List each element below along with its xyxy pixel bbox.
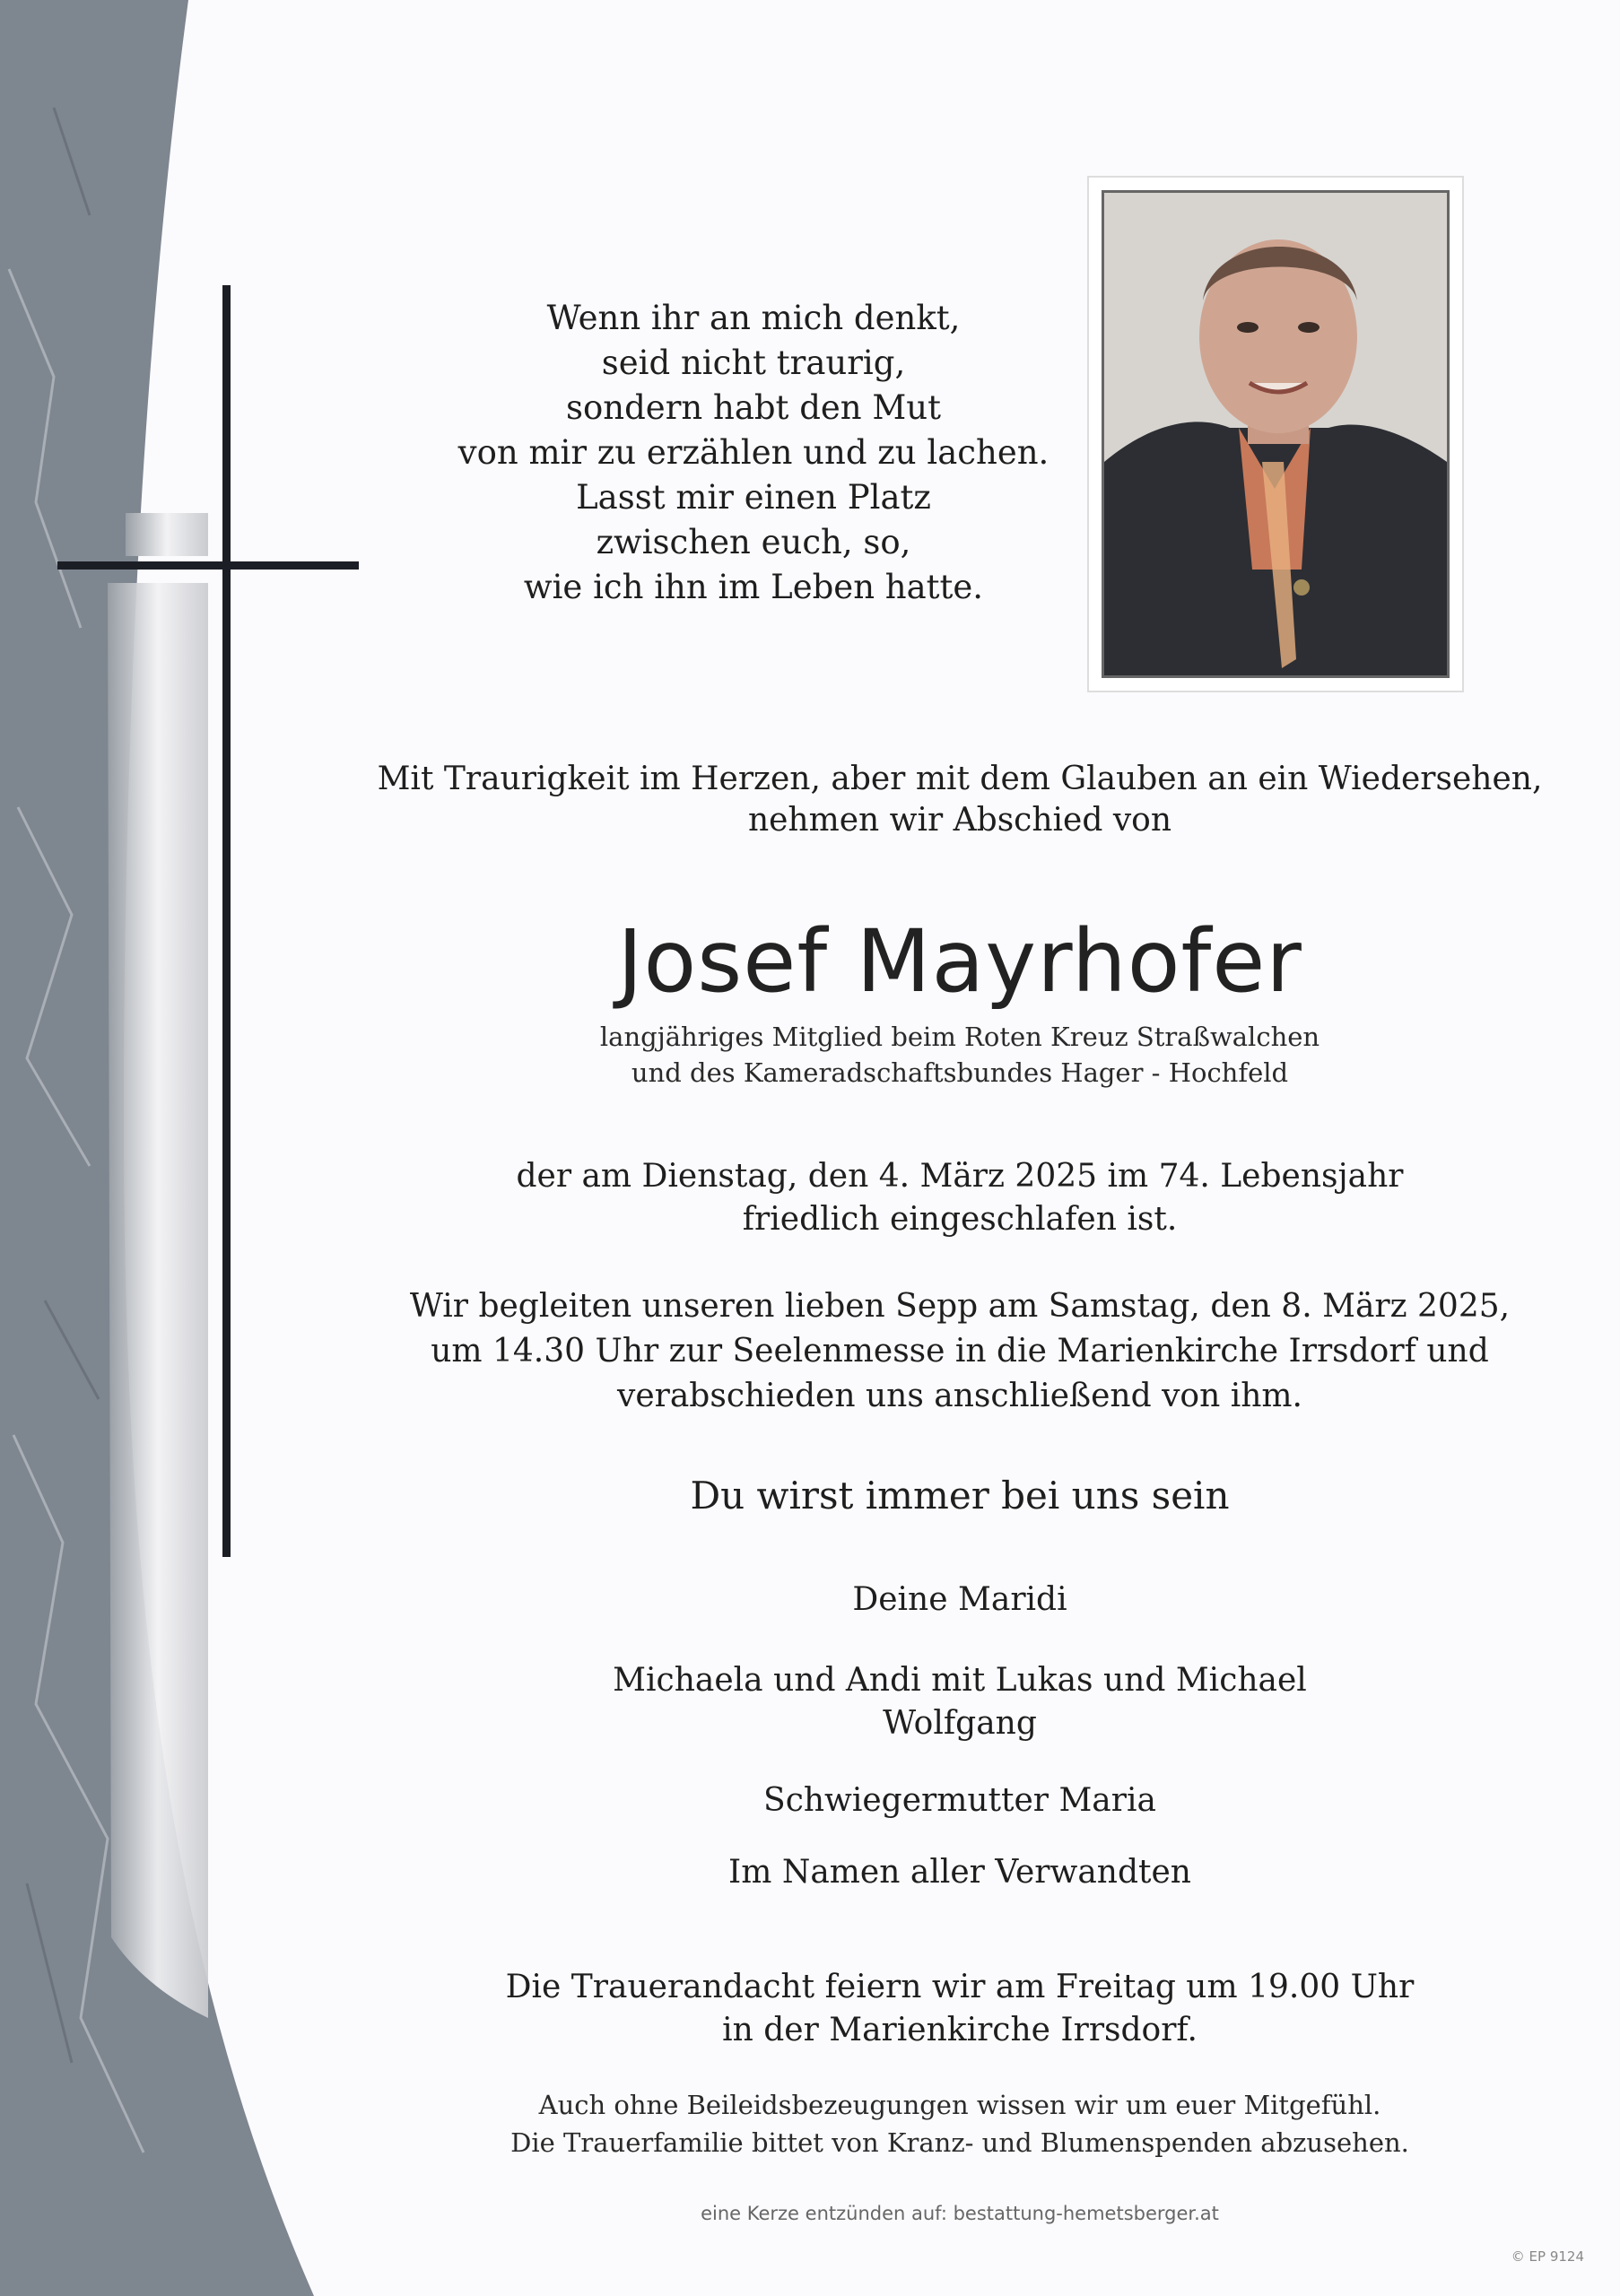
memorial-poem (431, 296, 1076, 610)
prayer-line: Die Trauerandacht feiern wir am Freitag um 19.00 Uhr (505, 1969, 1415, 2005)
funeral-details (341, 1284, 1579, 1419)
death-line: der am Dienstag, den 4. März 2025 im 74. Lebensjahr (516, 1158, 1404, 1195)
deceased-name: Josef Mayrhofer (617, 911, 1302, 1012)
funeral-line: Wir begleiten unseren lieben Sepp am Samstag, den 8. März 2025, (409, 1288, 1511, 1325)
poem-line: zwischen euch, so, (596, 523, 911, 561)
affiliation-line: langjähriges Mitglied beim Roten Kreuz Straßwalchen (599, 1022, 1320, 1052)
prayer-service (341, 1966, 1579, 2052)
intro-line: Mit Traurigkeit im Herzen, aber mit dem Glauben an ein Wiedersehen, (377, 761, 1543, 797)
condolence-note (341, 2086, 1579, 2161)
print-code: © EP 9124 (1511, 2248, 1584, 2265)
marble-cross-decoration (0, 0, 359, 2296)
family-mother-in-law: Schwiegermutter Maria (763, 1782, 1156, 1819)
children-line: Wolfgang (883, 1705, 1037, 1742)
motto: Du wirst immer bei uns sein (690, 1474, 1230, 1518)
family-wife: Deine Maridi (852, 1581, 1067, 1618)
funeral-line: verabschieden uns anschließend von ihm. (616, 1378, 1302, 1414)
portrait-photo (1102, 190, 1450, 678)
death-line: friedlich eingeschlafen ist. (742, 1201, 1178, 1238)
poem-line: wie ich ihn im Leben hatte. (523, 568, 984, 606)
affiliation (341, 1019, 1579, 1091)
note-line: Auch ohne Beileidsbezeugungen wissen wir um euer Mitgefühl. (538, 2090, 1381, 2120)
stone-pillar (108, 583, 208, 2018)
farewell-intro (341, 759, 1579, 841)
intro-line: nehmen wir Abschied von (747, 802, 1172, 839)
death-notice (341, 1155, 1579, 1241)
portrait-frame (1087, 176, 1464, 692)
poem-line: Lasst mir einen Platz (576, 478, 931, 517)
stone-block (126, 513, 208, 556)
affiliation-line: und des Kameradschaftsbundes Hager - Hochfeld (631, 1057, 1289, 1088)
candle-website: eine Kerze entzünden auf: bestattung-hemetsberger.at (701, 2203, 1219, 2224)
note-line: Die Trauerfamilie bittet von Kranz- und Blumenspenden abzusehen. (510, 2127, 1409, 2158)
poem-line: Wenn ihr an mich denkt, (546, 299, 961, 337)
poem-line: von mir zu erzählen und zu lachen. (457, 433, 1050, 472)
cross-horizontal (57, 561, 359, 570)
cross-vertical (222, 285, 231, 1557)
family-children (341, 1659, 1579, 1745)
children-line: Michaela und Andi mit Lukas und Michael (613, 1662, 1307, 1699)
poem-line: seid nicht traurig, (601, 344, 906, 382)
prayer-line: in der Marienkirche Irrsdorf. (722, 2012, 1198, 2048)
funeral-line: um 14.30 Uhr zur Seelenmesse in die Marienkirche Irrsdorf und (431, 1333, 1489, 1370)
poem-line: sondern habt den Mut (566, 388, 941, 427)
family-relatives: Im Namen aller Verwandten (728, 1854, 1191, 1891)
